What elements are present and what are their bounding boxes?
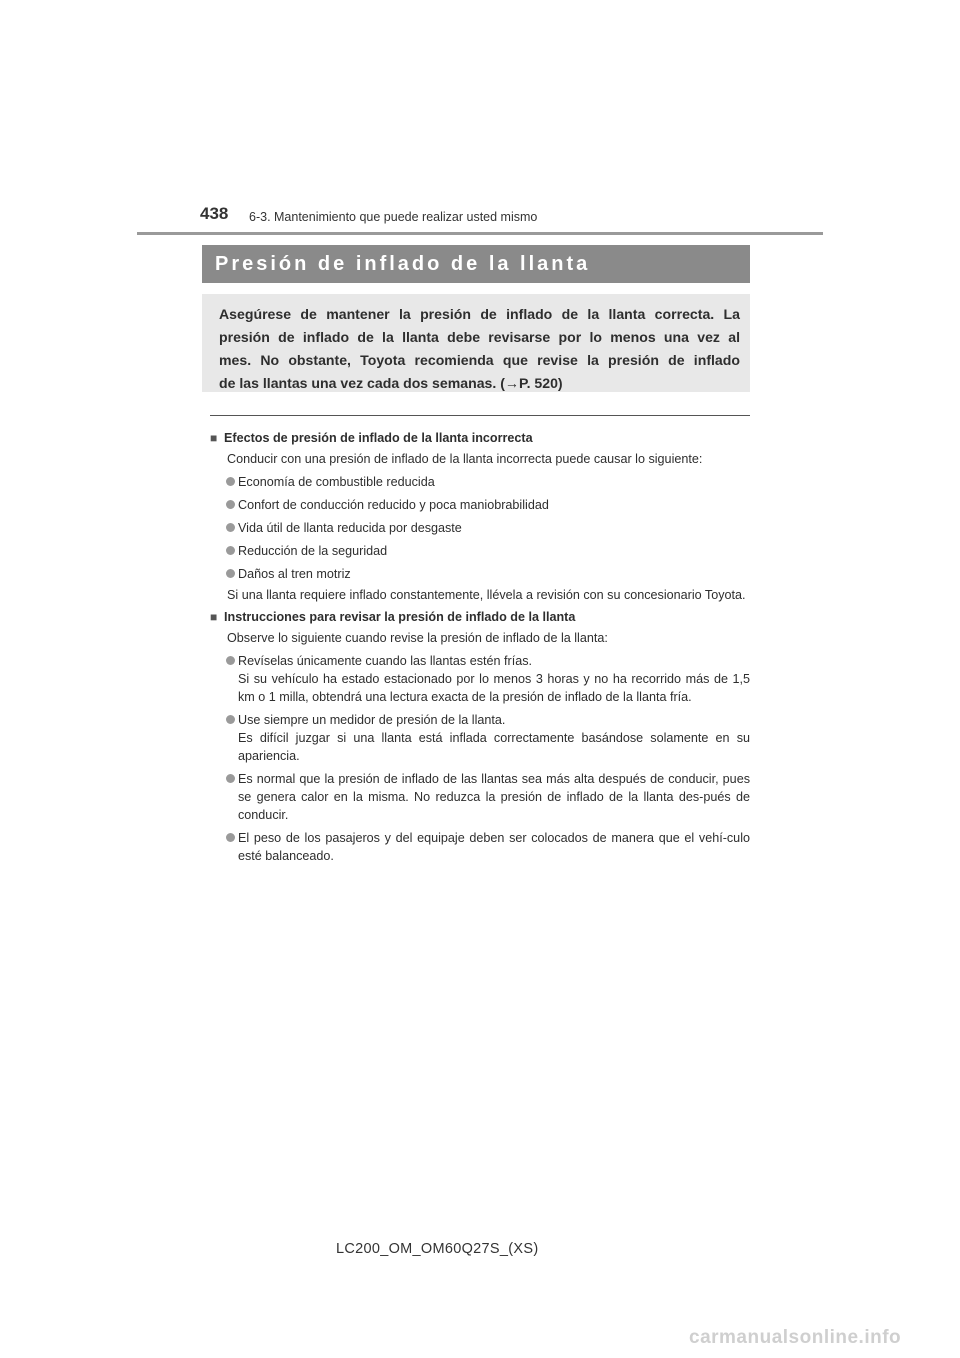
intro-line: presión de inflado de la llanta debe revisarse por lo menos una vez al bbox=[219, 329, 740, 345]
list-item bbox=[210, 519, 750, 537]
content bbox=[210, 425, 750, 865]
intro-line: Asegúrese de mantener la presión de inflado de la llanta correcta. La bbox=[219, 306, 740, 322]
bullet-icon bbox=[226, 715, 235, 724]
section-heading bbox=[210, 608, 750, 626]
watermark: carmanualsonline.info bbox=[689, 1327, 902, 1348]
title-bar bbox=[202, 245, 750, 283]
list-item bbox=[210, 542, 750, 560]
list-item-text: Reducción de la seguridad bbox=[238, 544, 388, 558]
list-item bbox=[210, 496, 750, 514]
intro-line: mes. No obstante, Toyota recomienda que revise la presión de inflado bbox=[219, 352, 740, 368]
list-item bbox=[210, 711, 750, 765]
list-item-text: Confort de conducción reducido y poca maniobrabilidad bbox=[238, 498, 549, 512]
list-item-text: Use siempre un medidor de presión de la llanta. bbox=[238, 713, 506, 727]
list-item-detail: Es difícil juzgar si una llanta está inflada correctamente basándose solamente en su apariencia. bbox=[238, 731, 750, 763]
bullet-icon bbox=[226, 546, 235, 555]
bullet-icon bbox=[226, 500, 235, 509]
section-heading-text: Instrucciones para revisar la presión de inflado de la llanta bbox=[224, 610, 576, 624]
list-item-text: El peso de los pasajeros y del equipaje deben ser colocados de manera que el vehí-culo esté balanceado. bbox=[238, 831, 750, 863]
page-title: Presión de inflado de la llanta bbox=[215, 252, 591, 275]
section-intro: Conducir con una presión de inflado de la llanta incorrecta puede causar lo siguiente: bbox=[227, 452, 703, 466]
chapter-title: 6-3. Mantenimiento que puede realizar usted mismo bbox=[249, 210, 538, 224]
list-item-text: Es normal que la presión de inflado de las llantas sea más alta después de conducir, pues se genera calor en la misma. No reduzca la presión de inflado de la llanta des-pués de conducir. bbox=[238, 772, 750, 822]
list-item-text: Daños al tren motriz bbox=[238, 567, 351, 581]
list-item-text: Vida útil de llanta reducida por desgaste bbox=[238, 521, 462, 535]
list-item bbox=[210, 473, 750, 491]
list-item bbox=[210, 652, 750, 706]
bullet-icon bbox=[226, 656, 235, 665]
bullet-icon bbox=[226, 477, 235, 486]
square-bullet-icon: ■ bbox=[210, 610, 218, 624]
square-bullet-icon: ■ bbox=[210, 431, 218, 445]
bullet-icon bbox=[226, 569, 235, 578]
page-number: 438 bbox=[200, 204, 229, 223]
list-item bbox=[210, 829, 750, 865]
section-rule bbox=[210, 415, 750, 416]
header-rule bbox=[137, 232, 823, 235]
bullet-icon bbox=[226, 523, 235, 532]
list-item-detail: Si su vehículo ha estado estacionado por lo menos 3 horas y no ha recorrido más de 1,5 km o 1 milla, obtendrá una lectura exacta de la presión de inflado de la llanta fría. bbox=[238, 672, 750, 704]
footer-code: LC200_OM_OM60Q27S_(XS) bbox=[336, 1241, 539, 1257]
section-heading bbox=[210, 429, 750, 447]
list-item bbox=[210, 770, 750, 824]
intro-line: de las llantas una vez cada dos semanas. (→P. 520) bbox=[219, 375, 563, 391]
list-item bbox=[210, 565, 750, 583]
list-item-text: Economía de combustible reducida bbox=[238, 475, 435, 489]
intro-box bbox=[202, 294, 750, 392]
list-item-text: Revíselas únicamente cuando las llantas estén frías. bbox=[238, 654, 533, 668]
section-intro: Observe lo siguiente cuando revise la presión de inflado de la llanta: bbox=[227, 631, 608, 645]
section-outro: Si una llanta requiere inflado constantemente, llévela a revisión con su concesionario Toyota. bbox=[227, 588, 746, 602]
bullet-icon bbox=[226, 774, 235, 783]
bullet-icon bbox=[226, 833, 235, 842]
section-heading-text: Efectos de presión de inflado de la llanta incorrecta bbox=[224, 431, 533, 445]
